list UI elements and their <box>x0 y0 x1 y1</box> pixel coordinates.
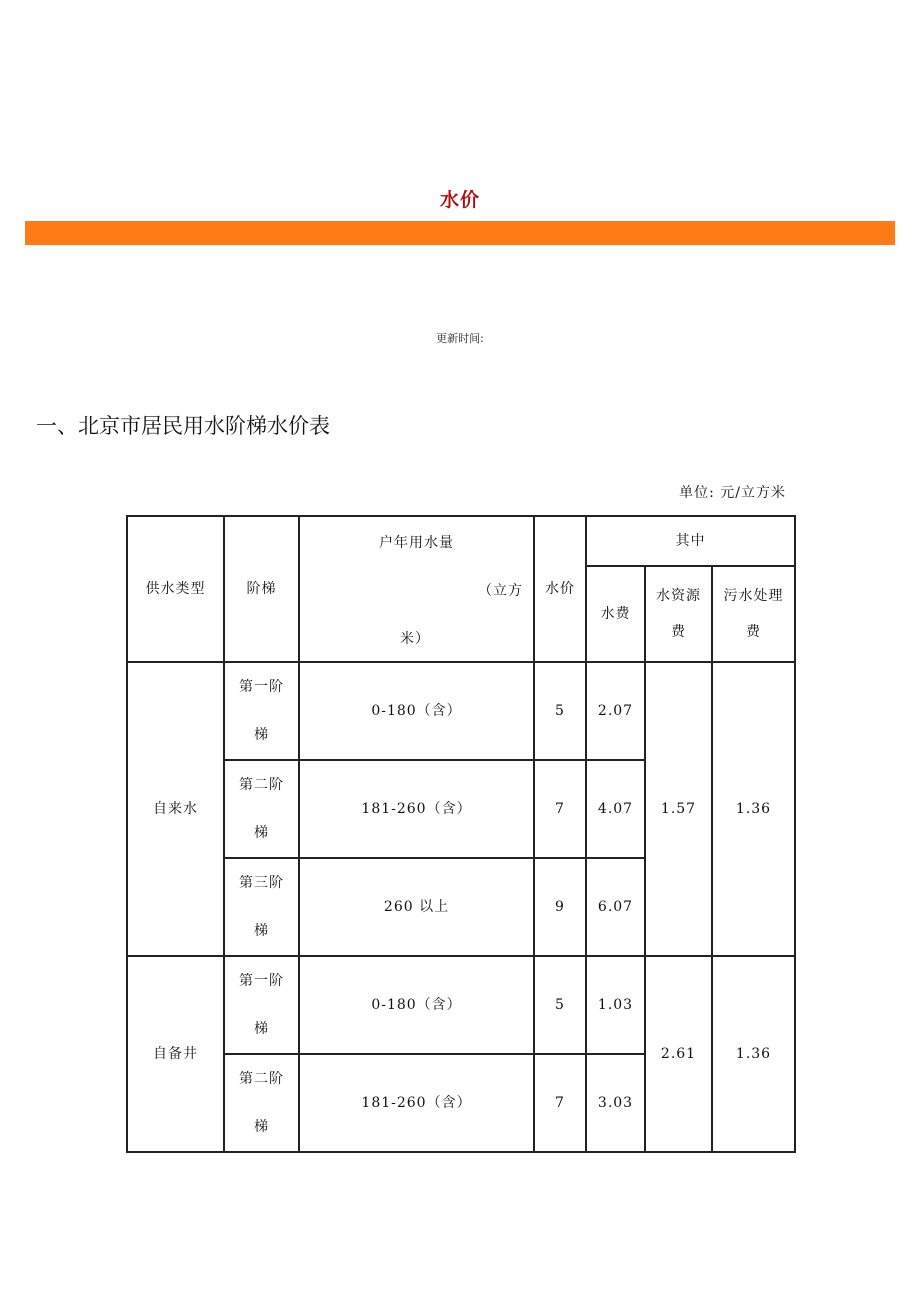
table-row <box>127 956 795 1054</box>
header-resource-fee <box>645 566 712 662</box>
water-fee-cell: 6.07 <box>586 858 645 956</box>
header-tier: 阶梯 <box>224 516 299 662</box>
tier-label-line2: 梯 <box>254 825 269 841</box>
header-annual-usage <box>299 516 534 662</box>
sewage-fee-cell: 1.36 <box>712 956 795 1152</box>
price-cell: 9 <box>534 858 586 956</box>
header-annual-usage-line3: 米） <box>400 631 430 647</box>
header-of-which: 其中 <box>586 516 795 566</box>
water-fee-cell: 2.07 <box>586 662 645 760</box>
group-supply-type: 自备井 <box>127 956 224 1152</box>
unit-note: 单位: 元/立方米 <box>679 485 786 501</box>
tier-cell <box>224 662 299 760</box>
tier-label-line2: 梯 <box>254 923 269 939</box>
usage-cell: 260 以上 <box>299 858 534 956</box>
update-time-label: 更新时间: <box>436 332 484 345</box>
water-fee-cell: 3.03 <box>586 1054 645 1152</box>
usage-cell: 0-180（含） <box>299 956 534 1054</box>
tier-cell <box>224 956 299 1054</box>
price-cell: 5 <box>534 662 586 760</box>
header-row-1 <box>127 516 795 566</box>
resource-fee-cell: 2.61 <box>645 956 712 1152</box>
section-heading: 一、北京市居民用水阶梯水价表 <box>36 414 330 438</box>
header-resource-fee-line1: 水资源 <box>656 588 701 604</box>
price-cell: 7 <box>534 1054 586 1152</box>
tier-cell <box>224 1054 299 1152</box>
tier-label-line1: 第二阶 <box>239 777 284 793</box>
header-sewage-fee-line2: 费 <box>746 624 762 640</box>
header-sewage-fee-line1: 污水处理 <box>723 588 784 604</box>
tier-cell <box>224 760 299 858</box>
header-resource-fee-line2: 费 <box>671 624 686 640</box>
header-water-price: 水价 <box>534 516 586 662</box>
tier-label-line2: 梯 <box>254 727 269 743</box>
usage-cell: 181-260（含） <box>299 760 534 858</box>
page-title: 水价 <box>439 189 480 211</box>
tier-label-line2: 梯 <box>254 1021 269 1037</box>
tier-label-line1: 第二阶 <box>239 1071 284 1087</box>
water-fee-cell: 4.07 <box>586 760 645 858</box>
header-supply-type: 供水类型 <box>127 516 224 662</box>
header-annual-usage-line1: 户年用水量 <box>379 535 454 551</box>
usage-cell: 0-180（含） <box>299 662 534 760</box>
water-fee-cell: 1.03 <box>586 956 645 1054</box>
tier-label-line1: 第一阶 <box>239 679 284 695</box>
resource-fee-cell: 1.57 <box>645 662 712 956</box>
water-price-table <box>126 515 796 1153</box>
tier-label-line1: 第三阶 <box>239 875 284 891</box>
table-row <box>127 662 795 760</box>
tier-label-line1: 第一阶 <box>239 973 284 989</box>
tier-label-line2: 梯 <box>254 1119 269 1135</box>
price-cell: 7 <box>534 760 586 858</box>
orange-divider-bar <box>25 221 895 245</box>
header-annual-usage-line2: （立方 <box>478 583 523 599</box>
sewage-fee-cell: 1.36 <box>712 662 795 956</box>
usage-cell: 181-260（含） <box>299 1054 534 1152</box>
header-sewage-fee <box>712 566 795 662</box>
tier-cell <box>224 858 299 956</box>
header-water-fee: 水费 <box>586 566 645 662</box>
price-cell: 5 <box>534 956 586 1054</box>
group-supply-type: 自来水 <box>127 662 224 956</box>
